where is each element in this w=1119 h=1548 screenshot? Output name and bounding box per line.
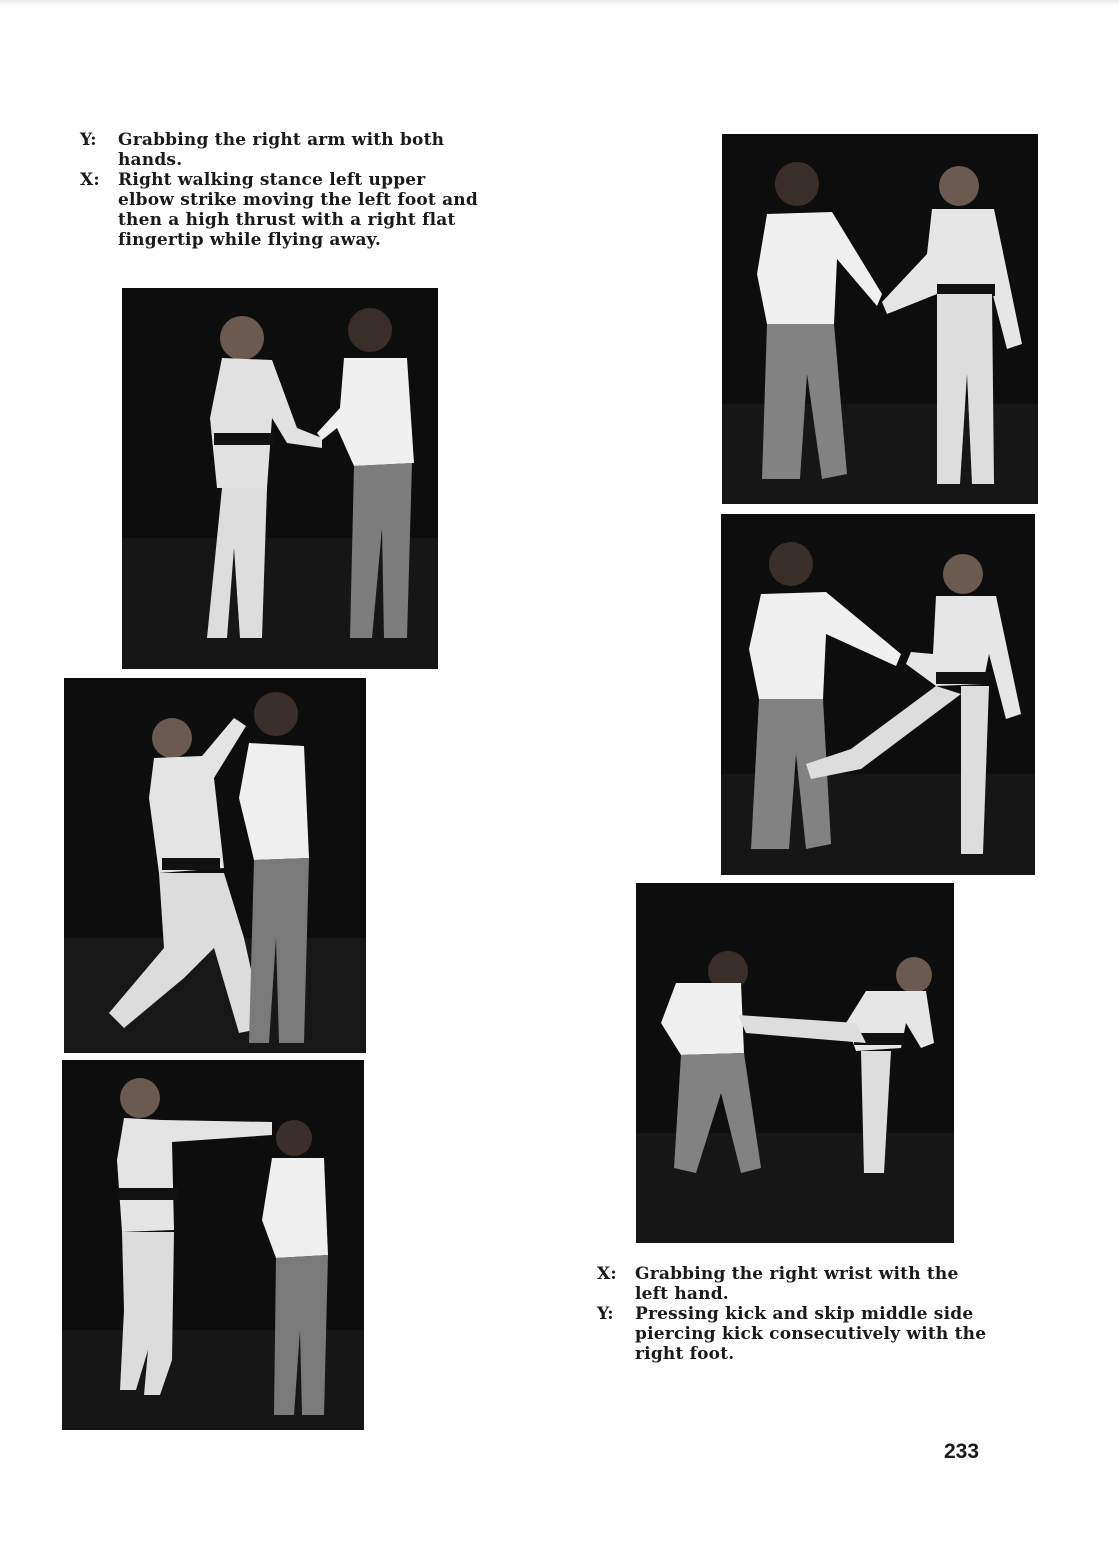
- page-number: 233: [944, 1440, 980, 1463]
- caption-text: Grabbing the right arm with both hands.: [118, 130, 445, 170]
- photo-grab-wrist: [722, 134, 1038, 504]
- caption-text: Pressing kick and skip middle side piercing kick consecutively with the right foot.: [635, 1304, 987, 1364]
- photo-elbow-strike: [64, 678, 366, 1053]
- photo-side-piercing-kick: [636, 883, 954, 1243]
- caption-entry: [597, 1304, 997, 1364]
- speaker-label: X:: [597, 1264, 617, 1284]
- speaker-label: Y:: [80, 130, 97, 150]
- photo-pressing-kick: [721, 514, 1035, 875]
- caption-left: [80, 130, 480, 250]
- caption-entry: [80, 130, 480, 170]
- photo-grab-arm: [122, 288, 438, 669]
- speaker-label: Y:: [597, 1304, 614, 1324]
- caption-text: Right walking stance left upper elbow strike moving the left foot and then a high thrust with a right flat fingertip while flying away.: [118, 170, 478, 250]
- caption-entry: [597, 1264, 997, 1304]
- page-top-edge: [0, 0, 1119, 6]
- speaker-label: X:: [80, 170, 100, 190]
- caption-right: [597, 1264, 997, 1364]
- caption-text: Grabbing the right wrist with the left hand.: [635, 1264, 959, 1304]
- photo-fingertip-thrust: [62, 1060, 364, 1430]
- caption-entry: [80, 170, 480, 250]
